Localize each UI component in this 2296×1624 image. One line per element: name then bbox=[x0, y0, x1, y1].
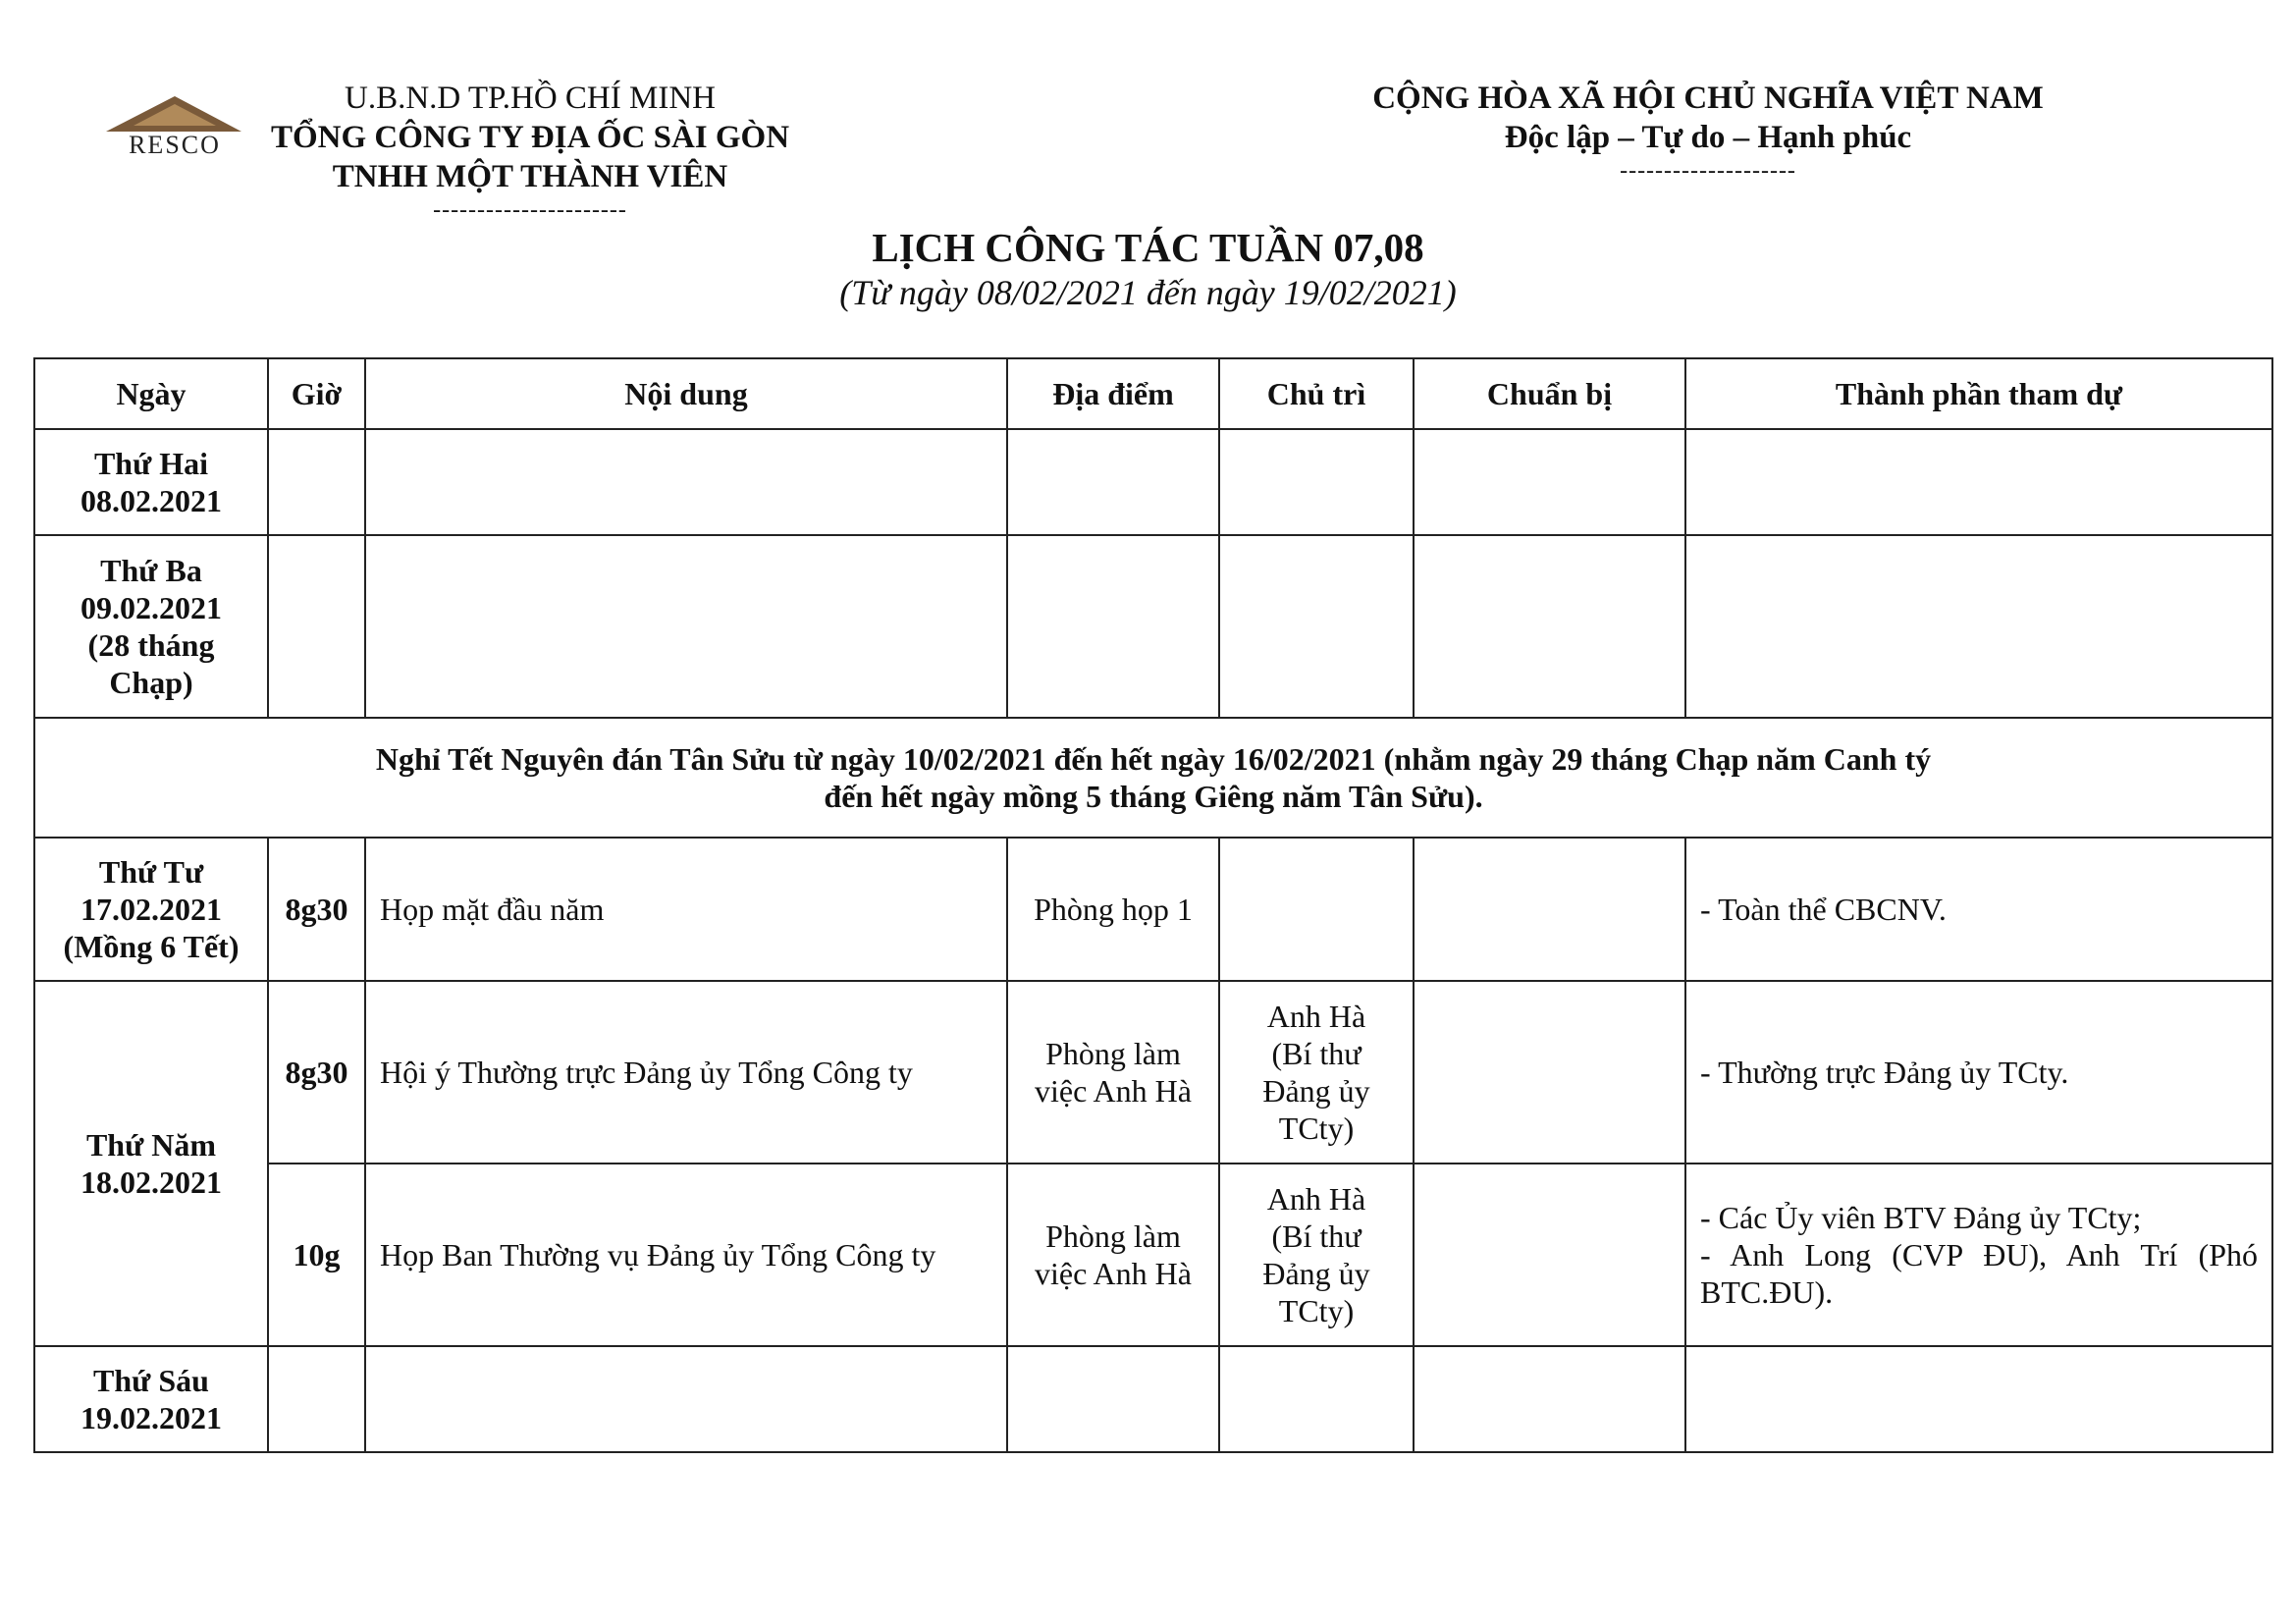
host-cell bbox=[1219, 838, 1414, 981]
table-row bbox=[34, 429, 2272, 535]
day-cell: Thứ Năm 18.02.2021 bbox=[34, 981, 268, 1346]
place-cell: Phòng làm việc Anh Hà bbox=[1007, 1164, 1219, 1346]
col-header-attendees: Thành phần tham dự bbox=[1685, 358, 2272, 429]
org-line-2: TỔNG CÔNG TY ĐỊA ỐC SÀI GÒN bbox=[270, 120, 790, 155]
holiday-notice: Nghỉ Tết Nguyên đán Tân Sửu từ ngày 10/02/2021 đến hết ngày 16/02/2021 (nhằm ngày 29 tháng Chạp năm Canh tý đến hết ngày mồng 5 tháng Giêng năm Tân Sửu). bbox=[34, 718, 2272, 838]
svg-text:RESCO: RESCO bbox=[129, 131, 221, 157]
table-header-row bbox=[34, 358, 2272, 429]
day-cell: Thứ Tư 17.02.2021 (Mồng 6 Tết) bbox=[34, 838, 268, 981]
col-header-content: Nội dung bbox=[365, 358, 1007, 429]
time-cell: 8g30 bbox=[268, 838, 365, 981]
col-header-time: Giờ bbox=[268, 358, 365, 429]
time-cell: 10g bbox=[268, 1164, 365, 1346]
table-row bbox=[34, 535, 2272, 718]
host-cell: Anh Hà (Bí thư Đảng ủy TCty) bbox=[1219, 1164, 1414, 1346]
org-divider: ---------------------- bbox=[433, 197, 627, 223]
resco-logo bbox=[94, 94, 256, 157]
national-divider: -------------------- bbox=[1620, 158, 1796, 184]
attendees-cell: - Các Ủy viên BTV Đảng ủy TCty; - Anh Long (CVP ĐU), Anh Trí (Phó BTC.ĐU). bbox=[1685, 1164, 2272, 1346]
document-title: LỊCH CÔNG TÁC TUẦN 07,08 bbox=[872, 225, 1424, 270]
national-title: CỘNG HÒA XÃ HỘI CHỦ NGHĨA VIỆT NAM bbox=[1372, 81, 2044, 116]
national-header bbox=[1315, 79, 2101, 185]
org-line-3: TNHH MỘT THÀNH VIÊN bbox=[332, 159, 728, 194]
col-header-place: Địa điểm bbox=[1007, 358, 1219, 429]
schedule-table bbox=[33, 357, 2273, 1453]
place-cell: Phòng họp 1 bbox=[1007, 838, 1219, 981]
day-cell: Thứ Hai 08.02.2021 bbox=[34, 429, 268, 535]
place-cell: Phòng làm việc Anh Hà bbox=[1007, 981, 1219, 1164]
prep-cell bbox=[1414, 981, 1685, 1164]
day-cell: Thứ Sáu 19.02.2021 bbox=[34, 1346, 268, 1452]
prep-cell bbox=[1414, 1164, 1685, 1346]
organization-header bbox=[265, 79, 795, 224]
col-header-prep: Chuẩn bị bbox=[1414, 358, 1685, 429]
prep-cell bbox=[1414, 838, 1685, 981]
table-row bbox=[34, 981, 2272, 1164]
table-row bbox=[34, 1164, 2272, 1346]
table-row bbox=[34, 1346, 2272, 1452]
holiday-row bbox=[34, 718, 2272, 838]
host-cell: Anh Hà (Bí thư Đảng ủy TCty) bbox=[1219, 981, 1414, 1164]
time-cell: 8g30 bbox=[268, 981, 365, 1164]
content-cell: Hội ý Thường trực Đảng ủy Tổng Công ty bbox=[365, 981, 1007, 1164]
day-cell: Thứ Ba 09.02.2021 (28 tháng Chạp) bbox=[34, 535, 268, 718]
national-motto: Độc lập – Tự do – Hạnh phúc bbox=[1504, 120, 1912, 155]
attendees-cell: - Toàn thể CBCNV. bbox=[1685, 838, 2272, 981]
content-cell: Họp Ban Thường vụ Đảng ủy Tổng Công ty bbox=[365, 1164, 1007, 1346]
col-header-day: Ngày bbox=[34, 358, 268, 429]
content-cell: Họp mặt đầu năm bbox=[365, 838, 1007, 981]
attendees-cell: - Thường trực Đảng ủy TCty. bbox=[1685, 981, 2272, 1164]
col-header-host: Chủ trì bbox=[1219, 358, 1414, 429]
document-subtitle: (Từ ngày 08/02/2021 đến ngày 19/02/2021) bbox=[839, 273, 1457, 312]
org-line-1: U.B.N.D TP.HỒ CHÍ MINH bbox=[344, 81, 716, 116]
table-row bbox=[34, 838, 2272, 981]
